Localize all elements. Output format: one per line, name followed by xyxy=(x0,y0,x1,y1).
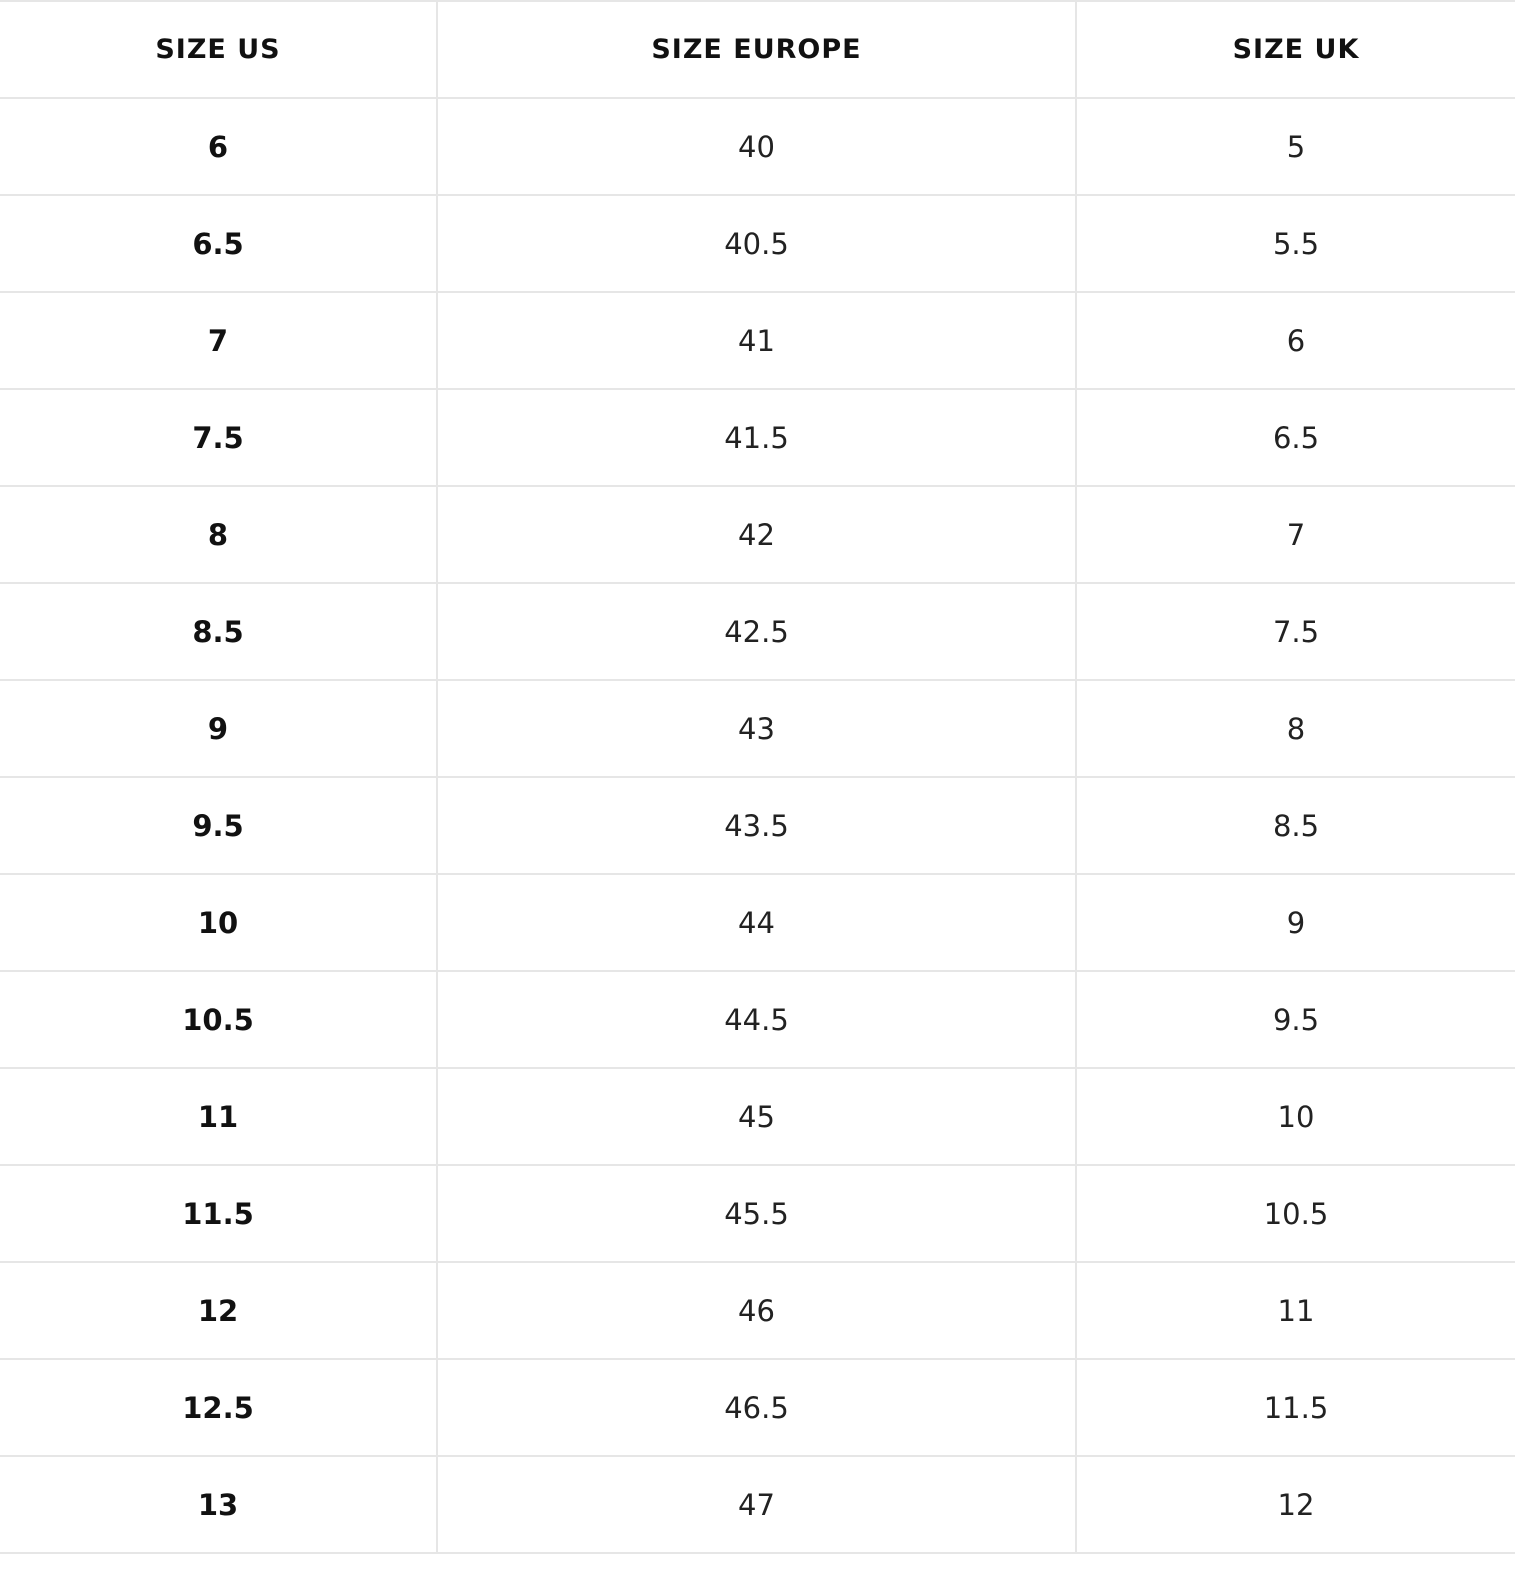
cell-size-europe: 40.5 xyxy=(437,195,1076,292)
table-row xyxy=(0,1165,1515,1262)
table-row xyxy=(0,195,1515,292)
cell-size-us: 9.5 xyxy=(0,777,437,874)
cell-size-europe: 45.5 xyxy=(437,1165,1076,1262)
cell-size-europe: 41.5 xyxy=(437,389,1076,486)
cell-size-uk: 11 xyxy=(1076,1262,1515,1359)
cell-size-europe: 46 xyxy=(437,1262,1076,1359)
table-row xyxy=(0,874,1515,971)
cell-size-us: 9 xyxy=(0,680,437,777)
cell-size-us: 10 xyxy=(0,874,437,971)
cell-size-uk: 12 xyxy=(1076,1456,1515,1553)
cell-size-uk: 8.5 xyxy=(1076,777,1515,874)
cell-size-us: 8.5 xyxy=(0,583,437,680)
cell-size-us: 7.5 xyxy=(0,389,437,486)
header-row xyxy=(0,1,1515,98)
cell-size-uk: 10 xyxy=(1076,1068,1515,1165)
cell-size-us: 8 xyxy=(0,486,437,583)
table-row xyxy=(0,971,1515,1068)
cell-size-us: 12 xyxy=(0,1262,437,1359)
header-size-europe: SIZE EUROPE xyxy=(437,1,1076,98)
cell-size-uk: 6 xyxy=(1076,292,1515,389)
table-row xyxy=(0,1456,1515,1553)
cell-size-uk: 8 xyxy=(1076,680,1515,777)
cell-size-uk: 6.5 xyxy=(1076,389,1515,486)
cell-size-us: 10.5 xyxy=(0,971,437,1068)
cell-size-europe: 44.5 xyxy=(437,971,1076,1068)
cell-size-uk: 5 xyxy=(1076,98,1515,195)
cell-size-uk: 11.5 xyxy=(1076,1359,1515,1456)
cell-size-us: 12.5 xyxy=(0,1359,437,1456)
header-size-us: SIZE US xyxy=(0,1,437,98)
table-body xyxy=(0,98,1515,1553)
cell-size-us: 6.5 xyxy=(0,195,437,292)
cell-size-uk: 9 xyxy=(1076,874,1515,971)
cell-size-uk: 10.5 xyxy=(1076,1165,1515,1262)
table-header xyxy=(0,1,1515,98)
cell-size-uk: 7.5 xyxy=(1076,583,1515,680)
cell-size-uk: 5.5 xyxy=(1076,195,1515,292)
table-row xyxy=(0,583,1515,680)
cell-size-europe: 46.5 xyxy=(437,1359,1076,1456)
cell-size-us: 11 xyxy=(0,1068,437,1165)
cell-size-europe: 42 xyxy=(437,486,1076,583)
cell-size-europe: 44 xyxy=(437,874,1076,971)
cell-size-europe: 47 xyxy=(437,1456,1076,1553)
table-row xyxy=(0,777,1515,874)
cell-size-us: 11.5 xyxy=(0,1165,437,1262)
cell-size-us: 6 xyxy=(0,98,437,195)
table-row xyxy=(0,680,1515,777)
header-size-uk: SIZE UK xyxy=(1076,1,1515,98)
cell-size-uk: 9.5 xyxy=(1076,971,1515,1068)
cell-size-us: 7 xyxy=(0,292,437,389)
cell-size-europe: 45 xyxy=(437,1068,1076,1165)
table-row xyxy=(0,1359,1515,1456)
table-row xyxy=(0,98,1515,195)
table-row xyxy=(0,389,1515,486)
cell-size-europe: 40 xyxy=(437,98,1076,195)
cell-size-europe: 43.5 xyxy=(437,777,1076,874)
table-row xyxy=(0,292,1515,389)
cell-size-europe: 42.5 xyxy=(437,583,1076,680)
cell-size-us: 13 xyxy=(0,1456,437,1553)
cell-size-europe: 41 xyxy=(437,292,1076,389)
table-row xyxy=(0,1068,1515,1165)
cell-size-uk: 7 xyxy=(1076,486,1515,583)
cell-size-europe: 43 xyxy=(437,680,1076,777)
table-row xyxy=(0,1262,1515,1359)
table-row xyxy=(0,486,1515,583)
